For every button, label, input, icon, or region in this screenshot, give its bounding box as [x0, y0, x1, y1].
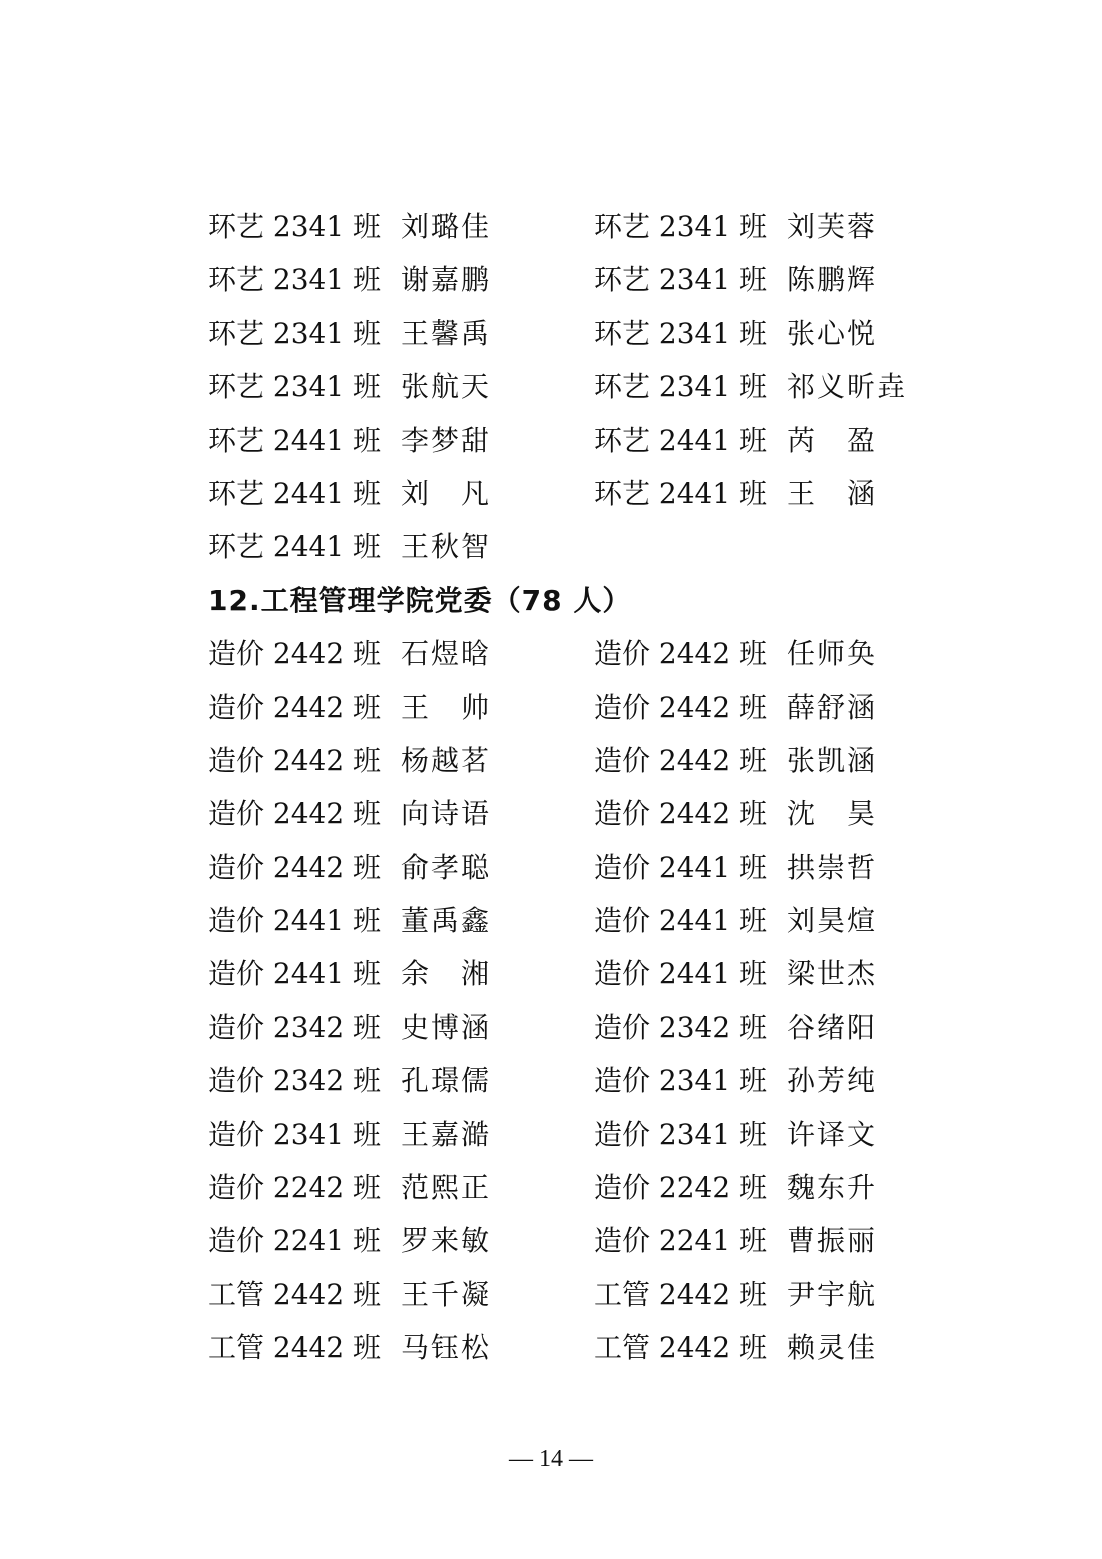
- page-number: — 14 —: [509, 1446, 593, 1472]
- student-name: 芮 盈: [787, 423, 878, 457]
- student-name: 向诗语: [401, 797, 492, 831]
- student-name: 刘璐佳: [401, 210, 492, 243]
- class-label: 造价 2442 班: [594, 797, 768, 831]
- list-row: [208, 681, 928, 734]
- class-label: 环艺 2441 班: [208, 476, 382, 510]
- student-name: 刘芙蓉: [787, 210, 878, 243]
- class-label: 造价 2342 班: [208, 1064, 382, 1098]
- class-label: 环艺 2341 班: [208, 316, 382, 350]
- list-row: [208, 520, 928, 573]
- class-label: 环艺 2441 班: [594, 476, 768, 510]
- student-name: 罗来敏: [401, 1224, 492, 1258]
- class-label: 造价 2341 班: [208, 1117, 382, 1151]
- class-label: 造价 2341 班: [594, 1117, 768, 1151]
- student-name: 梁世杰: [787, 957, 878, 991]
- class-label: 造价 2342 班: [208, 1010, 382, 1044]
- student-name: 王千凝: [401, 1277, 492, 1311]
- class-label: 环艺 2341 班: [594, 370, 768, 404]
- class-label: 工管 2442 班: [594, 1277, 768, 1311]
- student-name: 沈 昊: [787, 797, 878, 831]
- section-heading: 12.工程管理学院党委（78 人）: [208, 583, 632, 617]
- class-label: 造价 2442 班: [208, 637, 382, 671]
- student-name: 曹振丽: [787, 1224, 878, 1258]
- student-name: 王馨禹: [401, 316, 492, 350]
- student-name: 尹宇航: [787, 1277, 878, 1311]
- student-name: 余 湘: [401, 957, 492, 991]
- list-row: [208, 467, 928, 520]
- list-row: [208, 1321, 928, 1374]
- class-label: 造价 2442 班: [208, 797, 382, 831]
- class-label: 环艺 2441 班: [208, 530, 382, 564]
- class-label: 造价 2442 班: [594, 690, 768, 724]
- class-label: 环艺 2341 班: [594, 263, 768, 297]
- class-label: 造价 2441 班: [594, 850, 768, 884]
- class-label: 造价 2442 班: [594, 637, 768, 671]
- class-label: 造价 2441 班: [208, 957, 382, 991]
- list-row: [208, 1268, 928, 1321]
- class-label: 环艺 2341 班: [208, 210, 382, 243]
- list-row: [208, 734, 928, 787]
- list-row: [208, 200, 928, 253]
- list-row: [208, 360, 928, 413]
- list-row: [208, 947, 928, 1000]
- student-name: 王 涵: [787, 476, 878, 510]
- class-label: 环艺 2341 班: [594, 316, 768, 350]
- student-name: 王嘉澔: [401, 1117, 492, 1151]
- list-row: [208, 414, 928, 467]
- class-label: 造价 2442 班: [208, 690, 382, 724]
- class-label: 造价 2442 班: [208, 743, 382, 777]
- list-row: [208, 1161, 928, 1214]
- student-name: 刘昊煊: [787, 904, 878, 938]
- class-label: 造价 2441 班: [208, 904, 382, 938]
- student-name: 陈鹏辉: [787, 263, 878, 297]
- student-name: 祁义昕垚: [787, 370, 908, 404]
- student-name: 谢嘉鹏: [401, 263, 492, 297]
- student-name: 张心悦: [787, 316, 878, 350]
- section-continued-list: [208, 200, 928, 574]
- list-row: [208, 1054, 928, 1107]
- class-label: 造价 2442 班: [208, 850, 382, 884]
- list-row: [208, 787, 928, 840]
- student-name: 孙芳纯: [787, 1064, 878, 1098]
- list-row: [208, 253, 928, 306]
- student-name: 许译文: [787, 1117, 878, 1151]
- class-label: 造价 2341 班: [594, 1064, 768, 1098]
- student-name: 范熙正: [401, 1171, 492, 1205]
- class-label: 环艺 2441 班: [208, 423, 382, 457]
- list-row: [208, 307, 928, 360]
- class-label: 工管 2442 班: [594, 1331, 768, 1365]
- list-row: [208, 627, 928, 680]
- student-name: 王秋智: [401, 530, 492, 564]
- class-label: 工管 2442 班: [208, 1331, 382, 1365]
- class-label: 造价 2441 班: [594, 904, 768, 938]
- student-name: 任师奂: [787, 637, 878, 671]
- student-name: 谷绪阳: [787, 1010, 878, 1044]
- class-label: 造价 2241 班: [208, 1224, 382, 1258]
- student-name: 马钰松: [401, 1331, 492, 1365]
- student-name: 魏东升: [787, 1171, 878, 1205]
- student-name: 杨越茗: [401, 743, 492, 777]
- student-name: 张凯涵: [787, 743, 878, 777]
- class-label: 造价 2242 班: [208, 1171, 382, 1205]
- student-name: 拱崇哲: [787, 850, 878, 884]
- list-row: [208, 841, 928, 894]
- student-name: 董禹鑫: [401, 904, 492, 938]
- class-label: 造价 2342 班: [594, 1010, 768, 1044]
- student-name: 石煜晗: [401, 637, 492, 671]
- section-engineering-management-list: [208, 627, 928, 1374]
- list-row: [208, 1001, 928, 1054]
- student-name: 刘 凡: [401, 476, 492, 510]
- class-label: 造价 2242 班: [594, 1171, 768, 1205]
- class-label: 造价 2241 班: [594, 1224, 768, 1258]
- student-name: 孔璟儒: [401, 1064, 492, 1098]
- class-label: 造价 2441 班: [594, 957, 768, 991]
- student-name: 张航天: [401, 370, 492, 404]
- list-row: [208, 1108, 928, 1161]
- class-label: 工管 2442 班: [208, 1277, 382, 1311]
- student-name: 史博涵: [401, 1010, 492, 1044]
- list-row: [208, 894, 928, 947]
- class-label: 环艺 2341 班: [594, 210, 768, 243]
- class-label: 环艺 2341 班: [208, 263, 382, 297]
- student-name: 王 帅: [401, 690, 492, 724]
- name-list: [208, 200, 928, 1375]
- class-label: 造价 2442 班: [594, 743, 768, 777]
- student-name: 李梦甜: [401, 423, 492, 457]
- class-label: 环艺 2341 班: [208, 370, 382, 404]
- student-name: 俞孝聪: [401, 850, 492, 884]
- student-name: 赖灵佳: [787, 1331, 878, 1365]
- class-label: 环艺 2441 班: [594, 423, 768, 457]
- student-name: 薛舒涵: [787, 690, 878, 724]
- list-row: [208, 1214, 928, 1267]
